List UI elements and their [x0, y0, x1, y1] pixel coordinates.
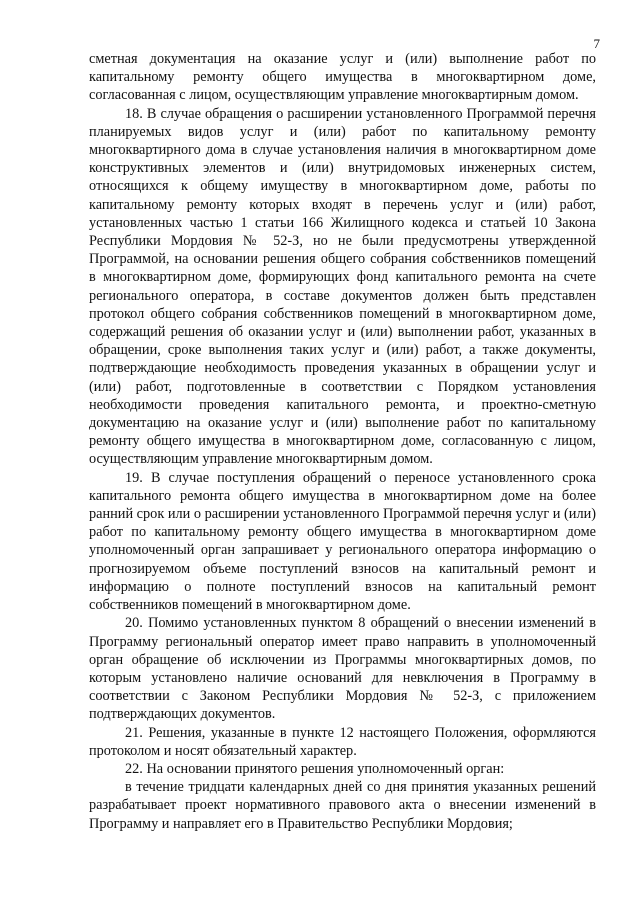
- paragraph-continuation: сметная документация на оказание услуг и (или) выполнение работ по капитальному ремонту общего имущества в многоквартирном доме, согласованная с лицом, осуществляющим управление многоквартирным домом.: [89, 51, 596, 104]
- paragraph-20: 20. Помимо установленных пунктом 8 обращений о внесении изменений в Программу региональный оператор имеет право направить в уполномоченный орган обращение об исключении из Программы многоквартирных домов, по которым установлено наличие оснований для невключения в Программу в соответствии с Законом Республики Мордовия № 52-З, с приложением подтверждающих документов.: [89, 615, 596, 723]
- paragraph-19: 19. В случае поступления обращений о переносе установленного срока капитального ремонта общего имущества в многоквартирном доме на более ранний срок или о расширении установленного Программой перечня услуг и (или) работ по капитальному ремонту общего имущества в многоквартирном доме уполномоченный орган запрашивает у регионального оператора информацию о прогнозируемом объеме поступлений взносов на капитальный ремонт и информацию о полноте поступлений взносов на капитальный ремонт собственников помещений в многоквартирном доме.: [89, 469, 596, 614]
- page-number: 7: [593, 36, 600, 51]
- paragraph-22: 22. На основании принятого решения уполномоченный орган:: [125, 760, 505, 777]
- paragraph-21: 21. Решения, указанные в пункте 12 настоящего Положения, оформляются протоколом и носят обязательный характер.: [89, 724, 596, 759]
- paragraph-22-item: в течение тридцати календарных дней со дня принятия указанных решений разрабатывает проект нормативного правового акта о внесении изменений в Программу и направляет его в Правительство Республики Мордовия;: [89, 779, 596, 832]
- paragraph-18: 18. В случае обращения о расширении установленного Программой перечня планируемых видов услуг и (или) работ по капитальному ремонту многоквартирного дома в случае установления наличия в многоквартирном доме конструктивных элементов и (или) внутридомовых инженерных систем, относящихся к общему имуществу в многоквартирном доме, работы по капитальному ремонту которых входят в перечень услуг и (или) работ, установленных частью 1 статьи 166 Жилищного кодекса и статьей 10 Закона Республики Мордовия № 52-З, но не были предусмотрены утвержденной Программой, на основании решения общего собрания собственников помещений в многоквартирном доме, формирующих фонд капитального ремонта на счете регионального оператора, в составе документов должен быть представлен протокол общего собрания собственников помещений в многоквартирном доме, содержащий решения об оказании услуг и (или) выполнении работ, указанных в обращении, сроке выполнения таких услуг и (или) работ, а также документы, подтверждающие необходимость проведения указанных в обращении услуг и (или) работ, подготовленные в соответствии с Порядком установления необходимости проведения капитального ремонта, и проектно-сметную документацию на оказание услуг и (или) выполнение работ по капитальному ремонту общего имущества в многоквартирном доме, согласованную с лицом, осуществляющим управление многоквартирным домом.: [89, 105, 596, 468]
- document-body: [89, 50, 596, 833]
